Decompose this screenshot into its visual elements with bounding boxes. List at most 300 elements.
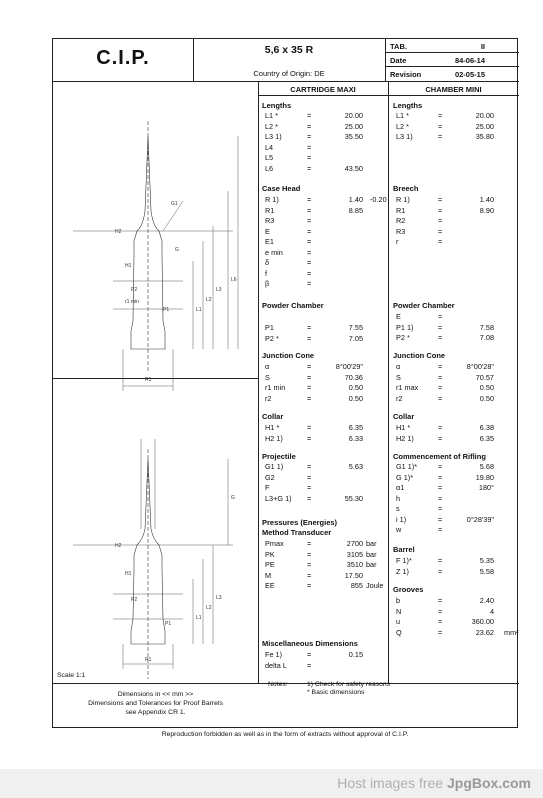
row-symbol: b — [396, 596, 401, 605]
row-symbol: Z 1) — [396, 566, 409, 576]
chamber-collar-title: Collar — [393, 412, 415, 421]
data-row — [265, 323, 385, 333]
row-symbol: r1 max — [396, 383, 419, 392]
row-value: 7.05 — [348, 333, 363, 343]
row-value: 0°28'39" — [466, 514, 494, 524]
data-row — [265, 650, 385, 660]
caliber-title: 5,6 x 35 R — [264, 44, 314, 56]
row-equals: = — [438, 322, 443, 332]
row-equals: = — [307, 433, 312, 443]
data-row — [396, 122, 516, 132]
data-row — [265, 279, 385, 289]
label-p1-chamber: P1 — [165, 621, 172, 627]
data-row — [396, 333, 516, 343]
row-value: 19.80 — [475, 472, 494, 482]
row-equals: = — [307, 660, 312, 670]
row-equals: = — [307, 383, 312, 392]
row-equals: = — [307, 237, 312, 246]
row-value: 25.00 — [344, 121, 363, 131]
data-row — [396, 434, 516, 444]
row-equals: = — [438, 493, 443, 503]
label-r1min: r1 min — [125, 299, 139, 305]
label-r1-chamber: R1 — [145, 657, 152, 663]
row-equals: = — [307, 226, 312, 236]
row-symbol: w — [396, 525, 402, 534]
row-equals: = — [307, 539, 312, 548]
data-row — [396, 132, 516, 142]
row-symbol: S — [265, 372, 270, 382]
row-symbol: Q — [396, 627, 402, 637]
row-equals: = — [307, 462, 312, 471]
data-row — [396, 312, 516, 322]
data-row — [396, 323, 516, 333]
cartridge-junction-title: Junction Cone — [262, 351, 315, 360]
row-symbol: PE — [265, 560, 275, 569]
row-value: 6.33 — [348, 433, 363, 443]
row-symbol: r2 — [265, 393, 272, 403]
row-value: 35.50 — [344, 132, 363, 141]
row-equals: = — [307, 423, 312, 432]
row-symbol: L4 — [265, 142, 274, 152]
label-l6: L6 — [231, 277, 237, 283]
row-equals: = — [438, 423, 443, 432]
row-equals: = — [307, 333, 312, 343]
row-equals: = — [307, 268, 312, 278]
row-equals: = — [307, 393, 312, 403]
row-unit: bar — [366, 539, 377, 548]
row-equals: = — [438, 132, 443, 141]
row-unit: bar — [366, 549, 377, 559]
row-equals: = — [307, 560, 312, 569]
row-value: 180° — [478, 483, 494, 492]
row-symbol: L3+G 1) — [265, 493, 292, 503]
watermark-brand: JpgBox.com — [446, 775, 531, 791]
label-l3-chamber: L3 — [216, 595, 222, 601]
data-row — [396, 383, 516, 393]
row-symbol: E — [396, 312, 401, 321]
row-symbol: delta L — [265, 660, 287, 670]
data-row — [265, 560, 385, 570]
row-equals: = — [307, 323, 312, 332]
data-row — [396, 515, 516, 525]
row-symbol: L1 * — [396, 111, 409, 120]
row-symbol: H1 * — [396, 423, 411, 432]
data-row — [396, 483, 516, 493]
row-symbol: N — [396, 606, 402, 616]
watermark-text: Host images free — [337, 775, 444, 791]
label-h2: H2 — [115, 229, 122, 235]
row-symbol: R2 — [396, 216, 406, 225]
row-equals: = — [438, 121, 443, 131]
row-value: 6.38 — [479, 423, 494, 432]
row-symbol: e min — [265, 247, 283, 257]
data-row — [265, 237, 385, 247]
data-row — [265, 494, 385, 504]
data-row — [265, 143, 385, 153]
method-title: Method Transducer — [262, 528, 332, 537]
data-row — [396, 206, 516, 216]
row-value: 70.57 — [475, 372, 494, 382]
data-row — [265, 550, 385, 560]
row-symbol: H2 1) — [396, 433, 414, 443]
row-equals: = — [307, 570, 312, 580]
row-value: 0.50 — [348, 383, 363, 392]
data-row — [265, 334, 385, 344]
row-equals: = — [438, 433, 443, 443]
row-symbol: Pmax — [265, 539, 284, 548]
label-r1: R1 — [145, 377, 152, 383]
misc-title: Miscellaneous Dimensions — [262, 639, 358, 648]
row-value: 2700 — [346, 539, 363, 548]
row-symbol: s — [396, 504, 400, 513]
date-value: 84-06-14 — [454, 56, 485, 65]
row-value: 3510 — [346, 560, 363, 569]
row-symbol: L3 1) — [396, 132, 413, 141]
data-row — [265, 258, 385, 268]
row-equals: = — [307, 195, 312, 204]
projectile-title: Projectile — [262, 452, 296, 461]
row-symbol: H2 1) — [265, 433, 283, 443]
row-equals: = — [307, 163, 312, 173]
label-l1-chamber: L1 — [196, 615, 202, 621]
rifling-title: Commencement of Rifling — [393, 452, 486, 461]
row-equals: = — [438, 617, 443, 626]
row-unit: bar — [366, 560, 377, 569]
row-equals: = — [307, 650, 312, 659]
data-row — [265, 248, 385, 258]
row-equals: = — [438, 462, 443, 471]
row-value: 17.50 — [344, 570, 363, 580]
cartridge-powder-title: Powder Chamber — [262, 301, 324, 310]
case-head-title: Case Head — [262, 184, 301, 193]
label-h2-chamber: H2 — [115, 543, 122, 549]
row-symbol: H1 * — [265, 423, 280, 432]
data-row — [396, 373, 516, 383]
cartridge-collar-title: Collar — [262, 412, 284, 421]
label-g-chamber: G — [231, 495, 235, 501]
row-symbol: L2 * — [265, 121, 278, 131]
row-value: 20.00 — [475, 111, 494, 120]
row-equals: = — [307, 581, 312, 590]
notes-label: Notes: — [268, 681, 288, 688]
data-row — [396, 394, 516, 404]
data-row — [265, 216, 385, 226]
row-equals: = — [438, 525, 443, 534]
note-safety: 1) Check for safety reasons — [307, 681, 391, 688]
data-row — [265, 362, 385, 372]
barrel-title: Barrel — [393, 545, 415, 554]
row-symbol: EE — [265, 581, 275, 590]
row-symbol: M — [265, 570, 272, 580]
row-symbol: P2 * — [396, 333, 410, 342]
row-value: 0.50 — [479, 393, 494, 403]
data-row — [265, 483, 385, 493]
row-unit: mm² — [504, 627, 519, 637]
row-symbol: R3 — [265, 216, 275, 225]
row-symbol: L2 * — [396, 121, 409, 131]
row-equals: = — [438, 372, 443, 382]
row-symbol: P1 1) — [396, 322, 414, 332]
row-symbol: R1 — [265, 205, 275, 215]
row-value: 20.00 — [344, 111, 363, 120]
data-row — [265, 462, 385, 472]
data-row — [396, 195, 516, 205]
row-value: 8°00'29" — [335, 362, 363, 371]
label-g: G — [175, 247, 179, 253]
data-row — [265, 227, 385, 237]
row-symbol: Fe 1) — [265, 650, 283, 659]
pressures-title: Pressures (Energies) — [262, 518, 338, 527]
data-row — [265, 164, 385, 174]
row-value: 7.55 — [348, 323, 363, 332]
data-row — [396, 567, 516, 577]
breech-title: Breech — [393, 184, 419, 193]
row-value: 4 — [489, 606, 494, 616]
data-row — [265, 473, 385, 483]
date-label: Date — [390, 56, 407, 65]
data-row — [396, 617, 516, 627]
row-symbol: F — [265, 483, 270, 492]
cartridge-column-header: CARTRIDGE MAXI — [290, 85, 356, 94]
watermark[interactable] — [337, 775, 531, 791]
label-h1: H1 — [125, 263, 132, 269]
row-symbol: f — [265, 268, 268, 278]
data-row — [396, 462, 516, 472]
row-symbol: L6 — [265, 163, 274, 173]
row-symbol: L1 * — [265, 111, 278, 120]
data-row — [396, 494, 516, 504]
cip-logo: C.I.P. — [96, 47, 150, 69]
row-tolerance: -0.20 — [370, 195, 387, 204]
row-equals: = — [307, 258, 312, 267]
row-value: 8.85 — [348, 205, 363, 215]
cartridge-lengths-title: Lengths — [262, 101, 292, 110]
row-value: 55.30 — [344, 493, 363, 503]
data-row — [265, 661, 385, 671]
data-row — [265, 581, 385, 591]
label-h1-chamber: H1 — [125, 571, 132, 577]
row-equals: = — [307, 121, 312, 131]
data-row — [396, 627, 519, 638]
row-symbol: r — [396, 237, 399, 246]
row-symbol: R3 — [396, 226, 406, 236]
row-value: 43.50 — [344, 163, 363, 173]
row-equals: = — [438, 393, 443, 403]
row-equals: = — [307, 247, 312, 257]
row-equals: = — [307, 205, 312, 215]
row-symbol: G 1)* — [396, 472, 414, 482]
row-equals: = — [307, 372, 312, 382]
row-symbol: β — [265, 279, 270, 288]
row-equals: = — [438, 556, 443, 565]
row-equals: = — [438, 566, 443, 576]
row-equals: = — [307, 493, 312, 503]
row-equals: = — [438, 596, 443, 605]
data-row — [396, 473, 516, 483]
row-equals: = — [307, 362, 312, 371]
row-value: 7.08 — [479, 333, 494, 342]
dimensions-unit: Dimensions in << mm >> — [117, 691, 194, 698]
row-equals: = — [438, 362, 443, 371]
country-of-origin: Country of Origin: DE — [253, 69, 325, 78]
label-l2-chamber: L2 — [206, 605, 212, 611]
row-symbol: E — [265, 226, 270, 236]
scale-label: Scale 1:1 — [57, 672, 86, 679]
row-symbol: r2 — [396, 393, 403, 403]
label-p2-chamber: P2 — [131, 597, 138, 603]
row-symbol: α1 — [396, 483, 405, 492]
row-value: 25.00 — [475, 121, 494, 131]
data-row — [265, 132, 385, 142]
row-symbol: F 1)* — [396, 556, 412, 565]
appendix-note: see Appendix CR 1. — [125, 709, 186, 716]
data-row — [396, 362, 516, 372]
data-sheet — [52, 38, 518, 728]
row-value: 5.58 — [479, 566, 494, 576]
revision-value: 02-05-15 — [454, 70, 485, 79]
row-equals: = — [438, 606, 443, 616]
row-equals: = — [438, 226, 443, 236]
row-value: 5.68 — [479, 462, 494, 471]
data-row — [265, 373, 385, 383]
row-equals: = — [438, 483, 443, 492]
row-value: 8°00'28" — [466, 362, 494, 371]
row-symbol: i 1) — [396, 514, 407, 524]
row-equals: = — [307, 549, 312, 559]
data-row — [265, 423, 385, 433]
data-row — [265, 571, 385, 581]
chamber-powder-title: Powder Chamber — [393, 301, 455, 310]
revision-label: Revision — [390, 70, 422, 79]
data-row — [396, 607, 516, 617]
row-value: 2.40 — [479, 596, 494, 605]
data-row — [265, 195, 385, 205]
chamber-column-header: CHAMBER MINI — [425, 85, 482, 94]
data-row — [396, 237, 516, 247]
row-value: 5.63 — [348, 462, 363, 471]
row-equals: = — [438, 195, 443, 204]
row-equals: = — [438, 216, 443, 225]
row-equals: = — [438, 383, 443, 392]
row-equals: = — [307, 153, 312, 162]
data-row — [396, 596, 516, 606]
row-symbol: G2 — [265, 472, 275, 482]
row-symbol: G1 1)* — [396, 462, 418, 471]
row-equals: = — [438, 111, 443, 120]
label-p2: P2 — [131, 287, 138, 293]
row-value: 0.50 — [348, 393, 363, 403]
row-equals: = — [438, 237, 443, 246]
row-equals: = — [307, 472, 312, 482]
tab-value: II — [480, 42, 485, 51]
row-equals: = — [438, 472, 443, 482]
row-value: 855 — [350, 581, 363, 590]
row-symbol: S — [396, 372, 401, 382]
chamber-lengths-title: Lengths — [393, 101, 423, 110]
row-equals: = — [438, 627, 443, 637]
data-row — [265, 394, 385, 404]
row-equals: = — [438, 504, 443, 513]
row-value: 3105 — [346, 549, 363, 559]
row-symbol: L5 — [265, 153, 274, 162]
data-row — [265, 206, 385, 216]
row-unit: Joule — [366, 581, 384, 590]
cartridge-drawing — [53, 81, 258, 383]
row-equals: = — [307, 132, 312, 141]
row-symbol: P2 * — [265, 333, 279, 343]
data-row — [396, 216, 516, 226]
row-value: 1.40 — [348, 195, 363, 204]
row-value: 0.50 — [479, 383, 494, 392]
row-equals: = — [438, 514, 443, 524]
row-equals: = — [307, 483, 312, 492]
row-symbol: α — [265, 362, 270, 371]
label-l2: L2 — [206, 297, 212, 303]
data-row — [396, 556, 516, 566]
row-value: 70.36 — [344, 372, 363, 382]
row-equals: = — [307, 142, 312, 152]
row-symbol: PK — [265, 549, 275, 559]
data-row — [265, 383, 385, 393]
row-equals: = — [307, 279, 312, 288]
row-value: 1.40 — [479, 195, 494, 204]
grooves-title: Grooves — [393, 585, 424, 594]
row-value: 7.58 — [479, 322, 494, 332]
chamber-junction-title: Junction Cone — [393, 351, 446, 360]
row-equals: = — [438, 205, 443, 215]
data-row — [265, 111, 385, 121]
row-symbol: h — [396, 493, 401, 503]
data-row — [396, 227, 516, 237]
row-value: 6.35 — [479, 433, 494, 443]
row-equals: = — [307, 216, 312, 225]
data-row — [265, 269, 385, 279]
row-symbol: P1 — [265, 323, 274, 332]
row-symbol: α — [396, 362, 401, 371]
data-row — [396, 423, 516, 433]
data-row — [265, 539, 385, 549]
data-row — [265, 434, 385, 444]
label-l1: L1 — [196, 307, 202, 313]
row-symbol: L3 1) — [265, 132, 282, 141]
row-symbol: δ — [265, 258, 270, 267]
label-l3: L3 — [216, 287, 222, 293]
watermark-bar — [0, 769, 543, 798]
data-row — [396, 525, 516, 535]
reproduction-notice: Reproduction forbidden as well as in the form of extracts without approval of C.I.P. — [161, 731, 409, 738]
row-equals: = — [438, 312, 443, 321]
row-value: 23.62 — [475, 627, 494, 637]
data-row — [265, 153, 385, 163]
note-basic: * Basic dimensions — [307, 689, 365, 696]
row-symbol: r1 min — [265, 383, 286, 392]
data-row — [396, 111, 516, 121]
row-symbol: G1 1) — [265, 462, 284, 471]
tab-label: TAB. — [390, 42, 407, 51]
row-symbol: R 1) — [396, 195, 410, 204]
row-value: 5.35 — [479, 556, 494, 565]
data-row — [265, 122, 385, 132]
chamber-drawing — [53, 379, 258, 679]
row-symbol: R 1) — [265, 195, 279, 204]
row-value: 8.90 — [479, 205, 494, 215]
row-value: 35.80 — [475, 132, 494, 141]
tolerances-note: Dimensions and Tolerances for Proof Barrels — [88, 700, 223, 707]
row-symbol: R1 — [396, 205, 406, 215]
data-row — [396, 504, 516, 514]
row-value: 360.00 — [471, 617, 494, 626]
row-value: 0.15 — [348, 650, 363, 659]
